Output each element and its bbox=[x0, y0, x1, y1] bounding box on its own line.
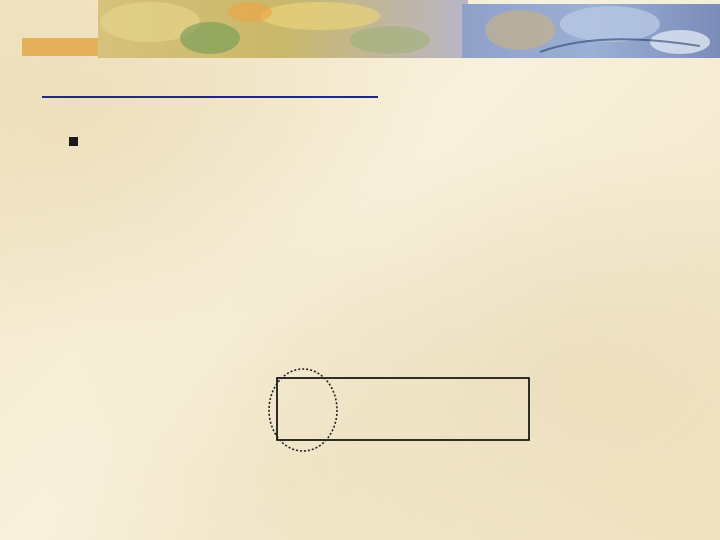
title-underline bbox=[42, 96, 378, 98]
bullet-square-icon bbox=[69, 137, 78, 146]
crossover-diagram bbox=[0, 340, 720, 540]
chromosome-outline bbox=[277, 378, 529, 440]
gene-highlight-circle bbox=[269, 369, 337, 451]
decorative-banner bbox=[0, 0, 720, 62]
